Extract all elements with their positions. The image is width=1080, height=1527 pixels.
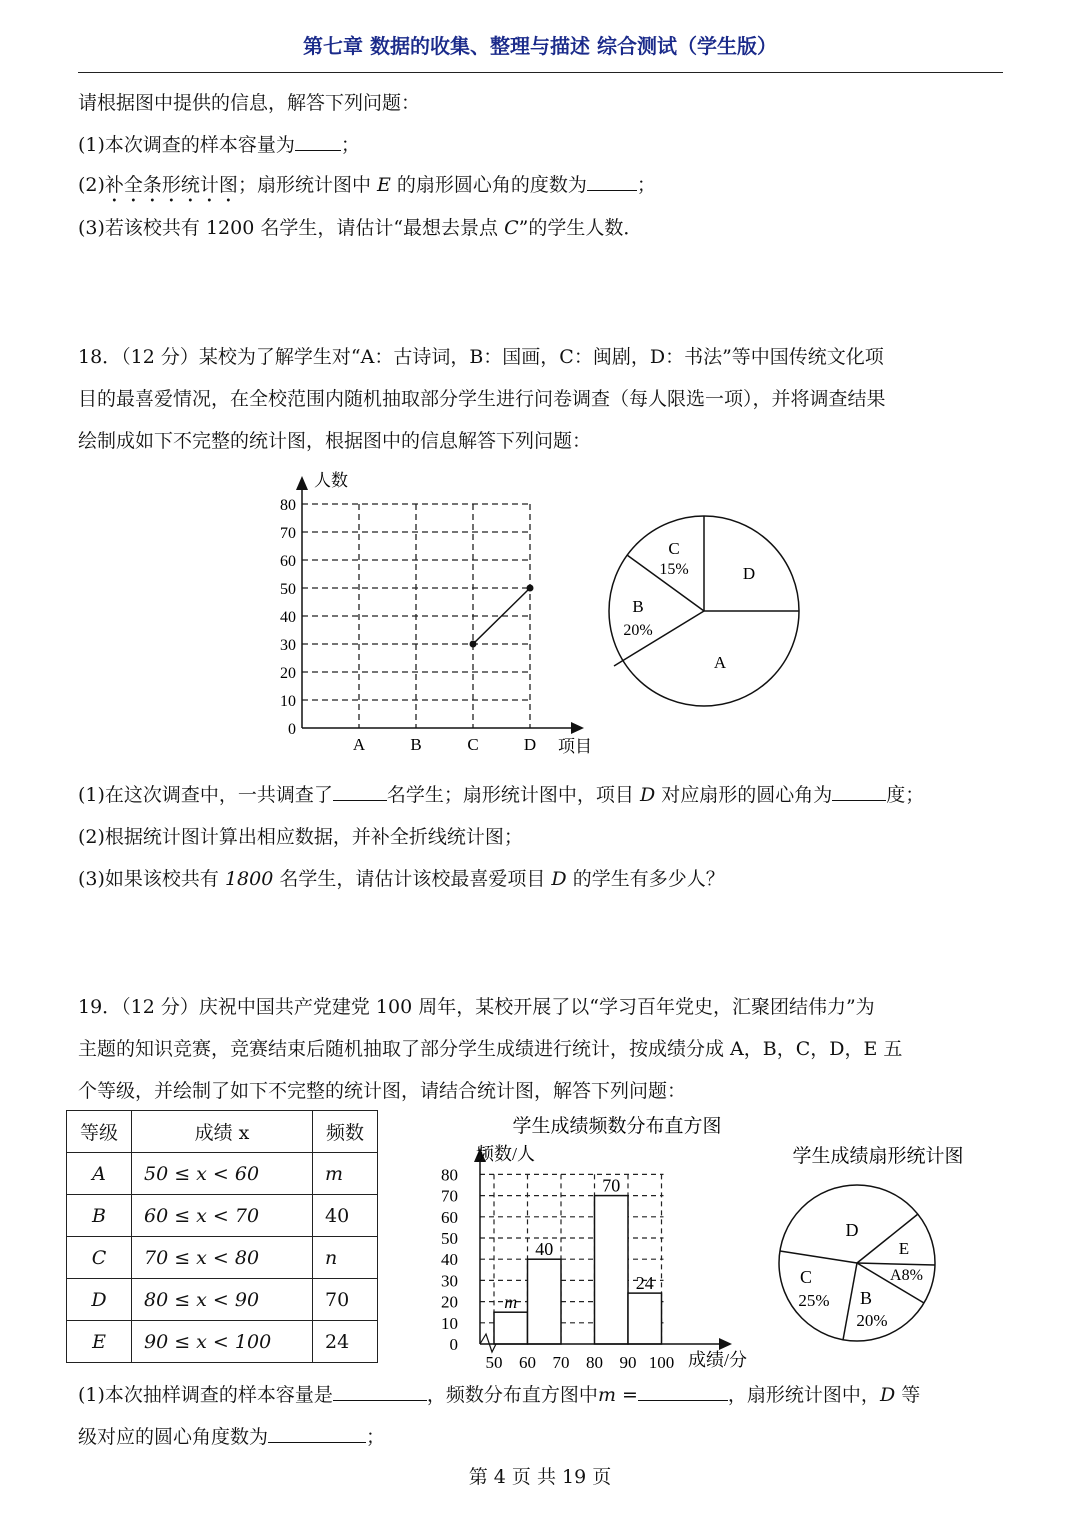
- grade-table: [66, 1110, 378, 1363]
- y-tick-label: 40: [280, 609, 296, 626]
- q17-intro: 请根据图中提供的信息，解答下列问题：: [78, 92, 421, 114]
- y-tick-label: 0: [449, 1335, 458, 1354]
- q18-sub1: [78, 780, 924, 807]
- table-cell: 40: [313, 1195, 378, 1237]
- q18-s1-text: (1)在这次调查中，一共调查了: [78, 784, 333, 806]
- q19-s1-text2: ，频数分布直方图中: [426, 1384, 598, 1406]
- table-cell: B: [92, 1204, 106, 1227]
- q18-s3-text: (3)如果该校共有: [78, 868, 225, 890]
- answer-blank[interactable]: [268, 1424, 366, 1443]
- table-header: 成绩 x: [132, 1111, 313, 1153]
- y-tick-label: 40: [441, 1250, 458, 1270]
- pie-divider: [857, 1263, 935, 1265]
- q17-p3-var: C: [504, 217, 519, 239]
- table-row: [67, 1153, 378, 1195]
- pie2-title: 学生成绩扇形统计图: [792, 1146, 964, 1167]
- table-cell: 90 ≤ x < 100: [144, 1330, 272, 1353]
- x-tick-label: 50: [485, 1353, 503, 1372]
- q18-line1: 18．（12 分）某校为了解学生对“A：古诗词，B：国画，C：闽剧，D：书法”等中国传统文化项: [78, 346, 884, 368]
- y-tick-label: 20: [280, 665, 296, 682]
- x-tick-label: B: [410, 735, 422, 754]
- q17-p2-num: (2): [78, 174, 105, 196]
- x-tick-label: C: [467, 735, 479, 754]
- table-row: [67, 1237, 378, 1279]
- x-tick-label: 60: [519, 1353, 536, 1372]
- q17-p1-text: (1)本次调查的样本容量为: [78, 134, 295, 156]
- q19-s1-text: (1)本次抽样调查的样本容量是: [78, 1384, 333, 1406]
- page-footer: 第 4 页 共 19 页: [468, 1466, 612, 1488]
- table-cell: 50 ≤ x < 60: [144, 1162, 260, 1185]
- x-tick-label: A: [352, 735, 366, 754]
- y-tick-label: 70: [441, 1186, 458, 1206]
- q18-s3-var: D: [551, 868, 567, 890]
- y-tick-label: 50: [441, 1229, 458, 1248]
- q19-s1-end: ；: [366, 1426, 386, 1448]
- x-tick-label: 90: [619, 1353, 637, 1372]
- table-cell: D: [91, 1288, 107, 1311]
- table-cell: 70: [313, 1279, 378, 1321]
- y-tick-label: 80: [441, 1165, 458, 1185]
- q18-s1-text3: 对应扇形的圆心角为: [655, 784, 833, 806]
- x-tick-label: D: [523, 735, 537, 754]
- data-point: [527, 585, 534, 592]
- x-tick-label: 70: [552, 1353, 570, 1372]
- answer-blank[interactable]: [333, 782, 387, 801]
- x-tick-label: 80: [586, 1353, 603, 1372]
- x-axis-arrow: [719, 1338, 732, 1350]
- q19-sub1-cont: [78, 1422, 385, 1449]
- q17-part3: [78, 213, 642, 240]
- y-axis-arrow: [296, 476, 308, 490]
- q19-sub1: [78, 1380, 920, 1407]
- pie-divider: [843, 1263, 857, 1340]
- pie-label-c: C: [668, 539, 680, 558]
- pie-percent-b: 20%: [623, 622, 653, 639]
- y-tick-label: 20: [441, 1292, 458, 1312]
- q18-sub3: [78, 864, 725, 891]
- q19-s1-var2: D: [879, 1384, 896, 1406]
- pie-label-d: D: [742, 564, 756, 583]
- table-cell: 80 ≤ x < 90: [144, 1288, 260, 1311]
- table-header: 等级: [67, 1111, 132, 1153]
- header-rule: [78, 72, 1003, 73]
- y-tick-label: 60: [441, 1207, 458, 1227]
- q18-line3: 绘制成如下不完整的统计图，根据图中的信息解答下列问题：: [78, 430, 592, 452]
- histogram-bar: [628, 1293, 662, 1344]
- histogram-y-label: 频数/人: [476, 1144, 536, 1164]
- q18-s3-end: 的学生有多少人？: [566, 868, 725, 890]
- table-row: [67, 1321, 378, 1363]
- answer-blank[interactable]: [832, 782, 886, 801]
- q17-part1: [78, 130, 360, 157]
- table-cell: 70 ≤ x < 80: [144, 1246, 260, 1269]
- q19-s1-text3: ，扇形统计图中，: [727, 1384, 880, 1406]
- q18-s3-num: 1800: [224, 868, 274, 890]
- table-cell: n: [325, 1246, 338, 1269]
- q17-p2-emphasis: 补全条形统计图: [104, 174, 238, 196]
- y-tick-label: 80: [280, 497, 296, 514]
- q17-p3-text: (3)若该校共有 1200 名学生，请估计“最想去景点: [78, 217, 505, 239]
- pie2-label-e: E: [898, 1239, 910, 1258]
- answer-blank[interactable]: [333, 1382, 427, 1401]
- y-tick-label: 70: [280, 525, 296, 542]
- bar-value-label: m: [504, 1292, 518, 1313]
- bar-value-label: 24: [635, 1273, 654, 1294]
- answer-blank[interactable]: [295, 132, 341, 151]
- x-axis-label: 项目: [558, 737, 592, 756]
- q19-s1-var: m =: [597, 1384, 638, 1406]
- y-axis-label: 人数: [314, 471, 348, 490]
- y-tick-label: 60: [280, 553, 296, 570]
- q17-p2-text2: 的扇形圆心角的度数为: [390, 174, 587, 196]
- x-tick-label: 100: [648, 1353, 675, 1372]
- q19-line3: 个等级，并绘制了如下不完整的统计图，请结合统计图，解答下列问题：: [78, 1080, 687, 1102]
- table-cell: 24: [313, 1321, 378, 1363]
- pie2-label-b: B: [859, 1288, 873, 1308]
- data-point: [470, 641, 477, 648]
- q18-line2: 目的最喜爱情况，在全校范围内随机抽取部分学生进行问卷调查（每人限选一项），并将调查结果: [78, 388, 886, 410]
- table-cell: C: [91, 1246, 107, 1269]
- q19-pie-chart: [770, 1140, 1000, 1355]
- histogram-bar: [528, 1259, 562, 1344]
- table-row: [67, 1279, 378, 1321]
- pie2-label-d: D: [845, 1220, 859, 1240]
- y-tick-label: 10: [441, 1313, 458, 1333]
- y-tick-label: 0: [288, 721, 296, 738]
- q17-p2-end: ；: [636, 174, 656, 196]
- q19-s1-text4: 等: [895, 1384, 921, 1406]
- line-chart-grid: [280, 497, 536, 754]
- y-tick-label: 10: [280, 693, 296, 710]
- q17-part2: [78, 170, 656, 207]
- q17-p2-text: ；扇形统计图中: [237, 174, 377, 196]
- q18-pie-chart: [600, 505, 810, 715]
- y-tick-label: 30: [280, 637, 296, 654]
- q17-p2-var: E: [376, 174, 391, 196]
- q18-s1-text2: 名学生；扇形统计图中，项目: [386, 784, 640, 806]
- pie2-percent-c: 25%: [798, 1291, 830, 1310]
- q17-p1-end: ；: [340, 134, 360, 156]
- q19-line1: 19．（12 分）庆祝中国共产党建党 100 周年，某校开展了以“学习百年党史，汇聚团结伟力”为: [78, 996, 875, 1018]
- y-tick-label: 30: [441, 1271, 458, 1291]
- answer-blank[interactable]: [638, 1382, 728, 1401]
- q17-p3-end: ”的学生人数．: [518, 217, 643, 239]
- page-header: 第七章 数据的收集、整理与描述 综合测试（学生版）: [303, 34, 777, 58]
- q19-s1-line2: 级对应的圆心角度数为: [78, 1426, 269, 1448]
- table-cell: 60 ≤ x < 70: [144, 1204, 260, 1227]
- histogram-bar: [494, 1312, 528, 1344]
- histogram-x-label: 成绩/分: [688, 1350, 748, 1370]
- bar-value-label: 70: [602, 1175, 621, 1196]
- q18-line-chart: [260, 464, 600, 764]
- q18-s3-text2: 名学生，请估计该校最喜爱项目: [273, 868, 552, 890]
- pie-label-b: B: [632, 597, 644, 616]
- answer-blank[interactable]: [587, 172, 637, 191]
- q19-histogram: [420, 1108, 780, 1378]
- pie-percent-c: 15%: [659, 561, 689, 578]
- table-header: 频数: [313, 1111, 378, 1153]
- series-line: [473, 588, 530, 644]
- table-cell: m: [325, 1162, 344, 1185]
- table-cell: A: [92, 1162, 106, 1185]
- bar-value-label: 40: [535, 1239, 554, 1260]
- table-row: [67, 1195, 378, 1237]
- histogram-grid: [441, 1165, 674, 1372]
- histogram-bar: [595, 1196, 629, 1344]
- q19-line2: 主题的知识竞赛，竞赛结束后随机抽取了部分学生成绩进行统计，按成绩分成 A，B，C，D，E 五: [78, 1038, 903, 1060]
- y-tick-label: 50: [280, 581, 296, 598]
- table-header-row: [67, 1111, 378, 1153]
- pie2-label-c: C: [799, 1267, 813, 1287]
- q18-sub2: (2)根据统计图计算出相应数据，并补全折线统计图；: [78, 826, 523, 848]
- pie2-percent-b: 20%: [856, 1311, 888, 1330]
- q18-s1-var: D: [639, 784, 656, 806]
- histogram-title: 学生成绩频数分布直方图: [512, 1116, 722, 1137]
- pie-divider: [780, 1251, 857, 1263]
- x-axis-arrow: [571, 722, 584, 734]
- pie-label-a: A: [713, 653, 727, 672]
- table-cell: E: [92, 1330, 106, 1353]
- q18-s1-end: 度；: [886, 784, 925, 806]
- pie2-label-a: A8%: [890, 1267, 923, 1284]
